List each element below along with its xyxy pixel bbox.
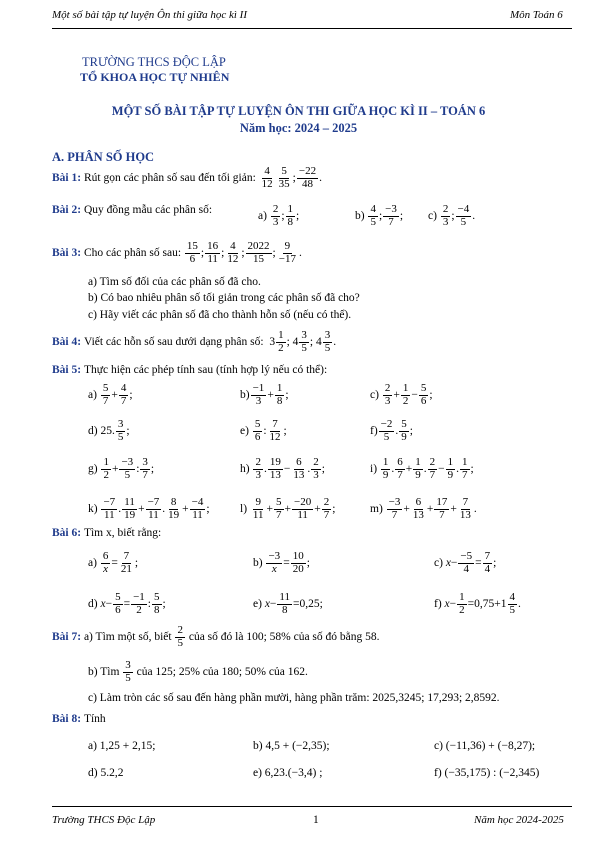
exercise-4: Bài 4: Viết các hỗn số sau dưới dạng phân số: 3 $\frac{1}{2}$ ; 4 $\frac{3}{5}$ ; 4 $\frac{3}{5}$ . (52, 329, 337, 354)
exercise-2b: b) $\frac{4}{5}$ ; $\frac{-3}{7}$ ; (355, 203, 404, 228)
exercise-6d: d) x − $\frac{5}{6}$ = $\frac{-1}{2}$ : $\frac{5}{8}$ ; (88, 591, 166, 616)
exercise-5h: h) $\frac{2}{3}$ . $\frac{19}{13}$ − $\frac{6}{13}$ . $\frac{2}{3}$ ; (240, 456, 325, 481)
exercise-5c: c) $\frac{2}{3}$ + $\frac{1}{2}$ − $\frac{5}{6}$ ; (370, 382, 433, 407)
exercise-7b: b) Tìm $\frac{3}{5}$ của 125; 25% của 180; 50% của 162. (88, 659, 308, 684)
exercise-7c: c) Làm tròn các số sau đến hàng phần mười, hàng phần trăm: 2025,3245; 17,293; 2,8592. (88, 692, 500, 704)
exercise-5f: f) $\frac{-2}{5}$ . $\frac{5}{9}$ ; (370, 418, 413, 443)
exercise-3b: b) Có bao nhiêu phân số tối giản trong các phân số đã cho? (88, 292, 360, 304)
header-right: Môn Toán 6 (510, 9, 563, 21)
school-name: TRƯỜNG THCS ĐỘC LẬP (82, 55, 226, 69)
exercise-8 (52, 713, 106, 725)
exercise-6 (52, 527, 161, 539)
doc-title: MỘT SỐ BÀI TẬP TỰ LUYỆN ÔN THI GIỮA HỌC KÌ II – TOÁN 6 (111, 104, 486, 118)
section-a-title: A. PHÂN SỐ HỌC (52, 150, 155, 164)
exercise-text: Thực hiện các phép tính sau (tính hợp lý nếu có thể): (83, 364, 328, 376)
exercise-2a: a) $\frac{2}{3}$ ; $\frac{1}{8}$ ; (258, 203, 300, 228)
exercise-6a: a) $\frac{6}{x}$ = $\frac{7}{21}$ ; (88, 550, 139, 575)
exercise-3: Bài 3: Cho các phân số sau: $\frac{15}{6}$ ; $\frac{16}{11}$ ; $\frac{4}{12}$ ; $\frac{2022}{15}$ ; $\frac{9}{-17}$ . (52, 240, 302, 265)
footer-left: Trường THCS Độc Lập (52, 814, 156, 826)
exercise-6f: f) x − $\frac{1}{2}$ =0,75+1 $\frac{4}{5}$ . (434, 591, 521, 616)
page-number: 1 (313, 814, 319, 826)
exercise-3c: c) Hãy viết các phân số đã cho thành hỗn số (nếu có thể). (88, 309, 352, 321)
dept-name: TỔ KHOA HỌC TỰ NHIÊN (80, 70, 230, 84)
exercise-8e: e) 6,23.(−3,4) ; (253, 767, 323, 779)
footer-right: Năm học 2024-2025 (474, 814, 564, 826)
exercise-label: Bài 1: (52, 172, 82, 185)
exercise-5b: b) $\frac{-1}{3}$ + $\frac{1}{8}$ ; (240, 382, 289, 407)
exercise-label: Bài 6: (52, 527, 82, 539)
exercise-5 (52, 364, 327, 376)
exercise-text: Rút gọn các phân số sau đến tối giản: (83, 172, 256, 185)
exercise-2c: c) $\frac{2}{3}$ ; $\frac{-4}{5}$ . (428, 203, 476, 228)
exercise-6b: b) $\frac{-3}{x}$ = $\frac{10}{20}$ ; (253, 550, 310, 575)
exercise-8c: c) (−11,36) + (−8,27); (434, 740, 536, 752)
exercise-label: Bài 8: (52, 713, 82, 725)
exercise-1: Bài 1: Rút gọn các phân số sau đến tối giản: $\frac{4}{12}$ $\frac{5}{35}$ ; $\frac{-22}{48}$ . (52, 165, 322, 190)
school-year: Năm học: 2024 – 2025 (239, 121, 358, 135)
footer-rule (52, 806, 572, 807)
exercise-7a: Bài 7: a) Tìm một số, biết $\frac{2}{5}$ của số đó là 100; 58% của số đó bằng 58. (52, 624, 380, 649)
exercise-label: Bài 5: (52, 364, 82, 376)
exercise-2 (52, 204, 212, 216)
exercise-5m: m) $\frac{-3}{7}$ + $\frac{6}{13}$ + $\frac{17}{7}$ + $\frac{7}{13}$ . (370, 496, 477, 521)
exercise-6e: e) x − $\frac{11}{8}$ =0,25; (253, 591, 323, 616)
exercise-text: Cho các phân số sau: (83, 247, 182, 260)
exercise-text: Tìm x, biết rằng: (83, 527, 162, 539)
exercise-5e: e) $\frac{5}{6}$ : $\frac{7}{12}$ ; (240, 418, 287, 443)
exercise-label: Bài 7: (52, 631, 82, 644)
exercise-text: Viết các hỗn số sau dưới dạng phân số: (83, 336, 264, 349)
exercise-text: Tính (83, 713, 106, 725)
exercise-5g: g) $\frac{1}{2}$ + $\frac{-3}{5}$ : $\frac{3}{7}$ ; (88, 456, 155, 481)
exercise-3a: a) Tìm số đối của các phân số đã cho. (88, 276, 261, 288)
exercise-label: Bài 3: (52, 247, 82, 260)
exercise-5a: a) $\frac{5}{7}$ + $\frac{4}{7}$ ; (88, 382, 133, 407)
exercise-label: Bài 4: (52, 336, 82, 349)
exercise-5l: l) $\frac{9}{11}$ + $\frac{5}{7}$ + $\frac{-20}{11}$ + $\frac{2}{7}$ ; (240, 496, 336, 521)
exercise-8d: d) 5.2,2 (88, 767, 124, 779)
exercise-5i: i) $\frac{1}{9}$ . $\frac{6}{7}$ + $\frac{1}{9}$ . $\frac{2}{7}$ − $\frac{1}{9}$ . $\frac{1}{7}$ ; (370, 456, 474, 481)
exercise-8f: f) (−35,175) : (−2,345) (434, 767, 540, 779)
exercise-8a: a) 1,25 + 2,15; (88, 740, 156, 752)
header-rule (52, 28, 572, 29)
exercise-5k: k) $\frac{-7}{11}$ . $\frac{11}{19}$ + $\frac{-7}{11}$ . $\frac{8}{19}$ + $\frac{-4}{11}$ ; (88, 496, 210, 521)
exercise-text: Quy đồng mẫu các phân số: (83, 204, 213, 216)
header-left: Một số bài tập tự luyện Ôn thi giữa học kì II (52, 9, 247, 21)
exercise-5d: d) 25. $\frac{3}{5}$ ; (88, 418, 130, 443)
exercise-8b: b) 4,5 + (−2,35); (253, 740, 330, 752)
exercise-label: Bài 2: (52, 204, 82, 216)
exercise-6c: c) x − $\frac{-5}{4}$ = $\frac{7}{4}$ ; (434, 550, 497, 575)
